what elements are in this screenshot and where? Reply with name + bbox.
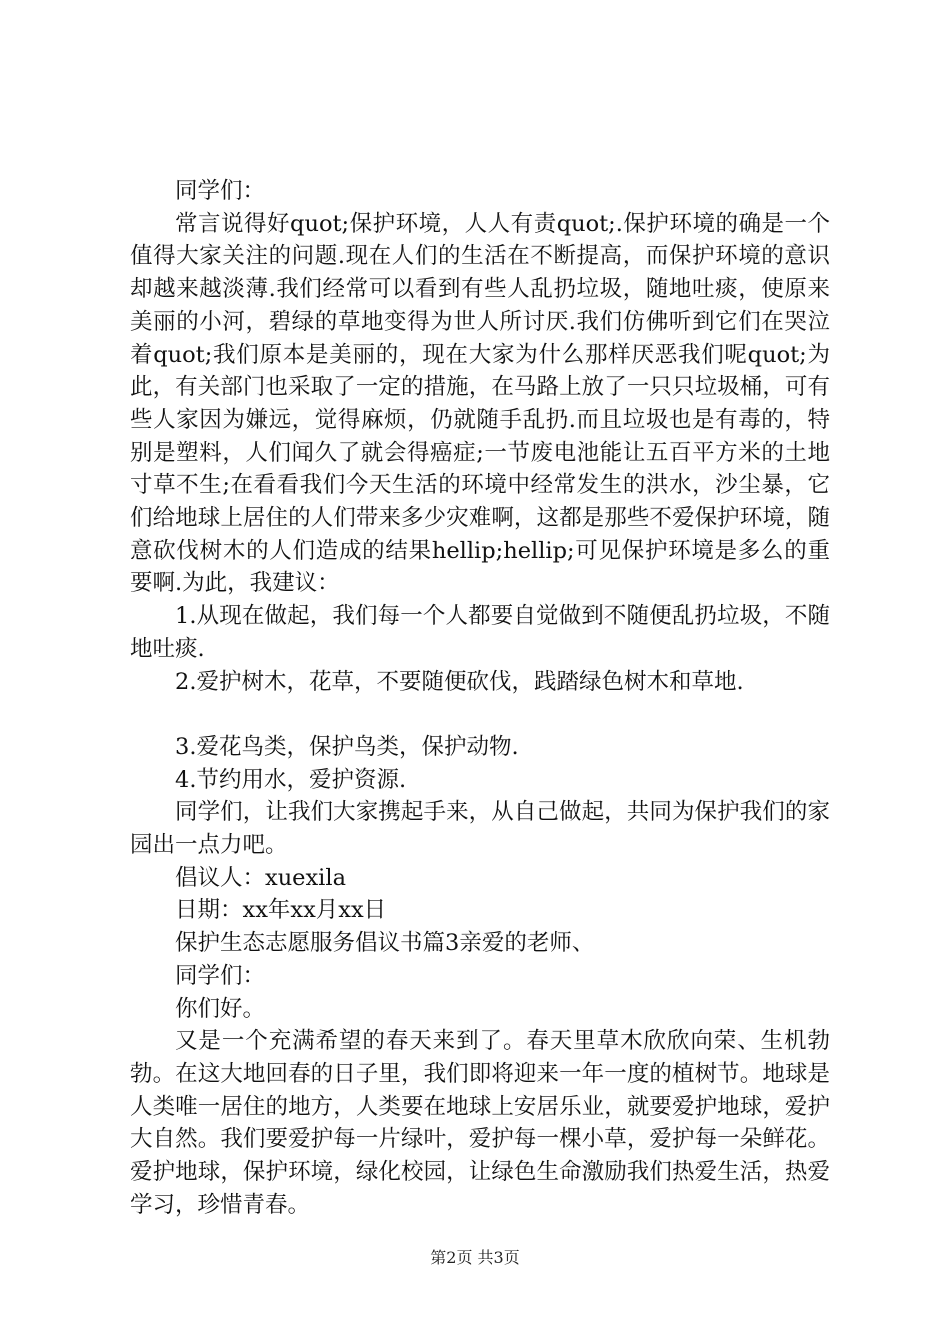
blank-line	[130, 698, 830, 731]
document-body	[130, 175, 830, 1221]
suggestion-3: 3.爱花鸟类，保护鸟类，保护动物.	[175, 733, 519, 760]
greeting-paragraph: 同学们：	[175, 178, 266, 204]
greeting-paragraph-2: 同学们：	[175, 962, 266, 989]
date-line: 日期：xx年xx月xx日	[175, 897, 387, 924]
page-footer: 第2页 共3页	[430, 1248, 520, 1267]
section-title: 保护生态志愿服务倡议书篇3亲爱的老师、	[175, 930, 595, 957]
suggestion-4: 4.节约用水，爱护资源.	[175, 766, 407, 793]
initiator-line: 倡议人：xuexila	[175, 864, 346, 891]
suggestion-2: 2.爱护树木，花草，不要随便砍伐，践踏绿色树木和草地.	[175, 668, 744, 695]
spring-paragraph: 又是一个充满希望的春天来到了。春天里草木欣欣向荣、生机勃勃。在这大地回春的日子里，我们即将迎来一年一度的植树节。地球是人类唯一居住的地方，人类要在地球上安居乐业，就要爱护地球，爱护大自然。我们要爱护每一片绿叶，爱护每一棵小草，爱护每一朵鲜花。爱护地球，保护环境，绿化校园，让绿色生命激励我们热爱生活，热爱学习，珍惜青春。	[130, 1028, 830, 1218]
hello-line: 你们好。	[175, 995, 266, 1022]
suggestion-1: 1.从现在做起，我们每一个人都要自觉做到不随便乱扔垃圾，不随地吐痰.	[130, 603, 830, 662]
intro-paragraph: 常言说得好quot;保护环境，人人有责quot;.保护环境的确是一个值得大家关注的问题.现在人们的生活在不断提高，而保护环境的意识却越来越淡薄.我们经常可以看到有些人乱扔垃圾，随地吐痰，使原来美丽的小河，碧绿的草地变得为世人所讨厌.我们仿佛听到它们在哭泣着quot;我们原本是美丽的，现在大家为什么那样厌恶我们呢quot;为此，有关部门也采取了一定的措施，在马路上放了一只只垃圾桶，可有些人家因为嫌远，觉得麻烦，仍就随手乱扔.而且垃圾也是有毒的，特别是塑料，人们闻久了就会得癌症;一节废电池能让五百平方米的土地寸草不生;在看看我们今天生活的环境中经常发生的洪水，沙尘暴，它们给地球上居住的人们带来多少灾难啊，这都是那些不爱保护环境，随意砍伐树木的人们造成的结果hellip;hellip;可见保护环境是多么的重要啊.为此，我建议：	[130, 210, 830, 597]
closing-paragraph: 同学们，让我们大家携起手来，从自己做起，共同为保护我们的家园出一点力吧。	[130, 799, 830, 859]
